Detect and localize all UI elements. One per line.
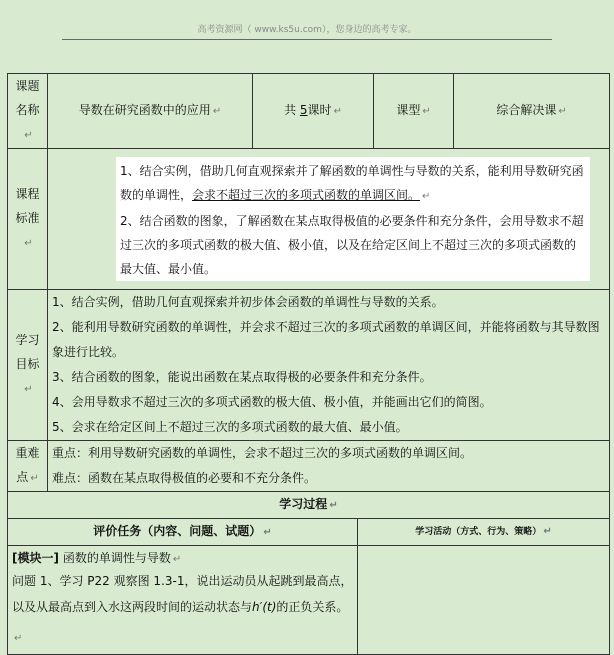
module-title: [模块一] 函数的单调性与导数 ↵ xyxy=(12,551,182,565)
goal-item: 3、结合函数的图象，能说出函数在某点取得极的必要条件和充分条件。 xyxy=(52,370,432,384)
key-point: 重点：利用导数研究函数的单调性，会求不超过三次的多项式函数的单调区间。 xyxy=(52,446,473,460)
difficult-point: 难点：函数在某点取得极值的必要和不充分条件。 xyxy=(52,471,317,485)
topic-label-cell: 课题 名称↵ xyxy=(8,74,48,149)
goal-item: 2、能利用导数研究函数的单调性，并会求不超过三次的多项式函数的单调区间，并能将函数与其导数图象进行比较。 xyxy=(52,320,600,359)
curriculum-standard-row xyxy=(8,149,610,290)
topic-label-line2: 名称 xyxy=(15,103,40,117)
keypoints-content-cell xyxy=(48,441,610,492)
lesson-type-value: 综合解决课 ↵ xyxy=(454,74,610,149)
question-1-line-2: 以及从最高点到入水这两段时间的运动状态与h′(t)的正负关系。↵ xyxy=(12,600,349,644)
standard-item-1: 1、结合实例，借助几何直观探索并了解函数的单调性与导数的关系，能利用导数研究函数的单调性，会求不超过三次的多项式函数的单调区间。 ↵ xyxy=(120,164,584,202)
goal-item: 4、会用导数求不超过三次的多项式函数的极大值、极小值，并能画出它们的简图。 xyxy=(52,395,492,409)
goals-content-cell xyxy=(48,290,610,441)
header-divider xyxy=(62,39,552,40)
learning-goals-row xyxy=(8,290,610,441)
standard-item-2: 2、结合函数的图象，了解函数在某点取得极值的必要条件和充分条件，会用导数求不超过三次的多项式函数的极大值、极小值，以及在给定区间上不超过三次的多项式函数的最大值、最小值。 xyxy=(120,214,584,276)
learning-activity-cell xyxy=(358,546,610,655)
standard-label-cell: 课程 标准↵ xyxy=(8,149,48,290)
goal-item: 5、会求在给定区间上不超过三次的多项式函数的最大值、最小值。 xyxy=(52,420,408,434)
goal-item: 1、结合实例，借助几何直观探索并初步体会函数的单调性与导数的关系。 xyxy=(52,295,444,309)
standard-text-box xyxy=(116,157,590,281)
module-one-row xyxy=(8,546,610,655)
process-title: 学习过程 ↵ xyxy=(8,492,610,519)
class-hours-value: 5 xyxy=(299,103,308,117)
derivative-function: h′(t) xyxy=(252,600,277,614)
question-1-line-1: 问题 1、学习 P22 观察图 1.3-1，说出运动员从起跳到最高点， xyxy=(12,574,353,588)
evaluation-task-header: 评价任务（内容、问题、试题） ↵ xyxy=(8,519,358,546)
process-title-row xyxy=(8,492,610,519)
goals-label-cell: 学习 目标↵ xyxy=(8,290,48,441)
class-hours: 共 5课时 ↵ xyxy=(253,74,374,149)
keypoints-label-cell: 重难 点 ↵ xyxy=(8,441,48,492)
process-header-row xyxy=(8,519,610,546)
lesson-plan-table xyxy=(7,73,610,655)
topic-label-line1: 课题 xyxy=(15,79,40,93)
topic-row xyxy=(8,74,610,149)
key-points-row xyxy=(8,441,610,492)
lesson-type-label: 课型 ↵ xyxy=(374,74,454,149)
learning-activity-header: 学习活动（方式、行为、策略） ↵ xyxy=(358,519,610,546)
module-one-content xyxy=(8,546,358,655)
topic-title: 导数在研究函数中的应用 ↵ xyxy=(48,74,253,149)
page-header-text: 高考资源网（ www.ks5u.com），您身边的高考专家。 xyxy=(197,25,417,35)
standard-content-cell xyxy=(48,149,610,290)
